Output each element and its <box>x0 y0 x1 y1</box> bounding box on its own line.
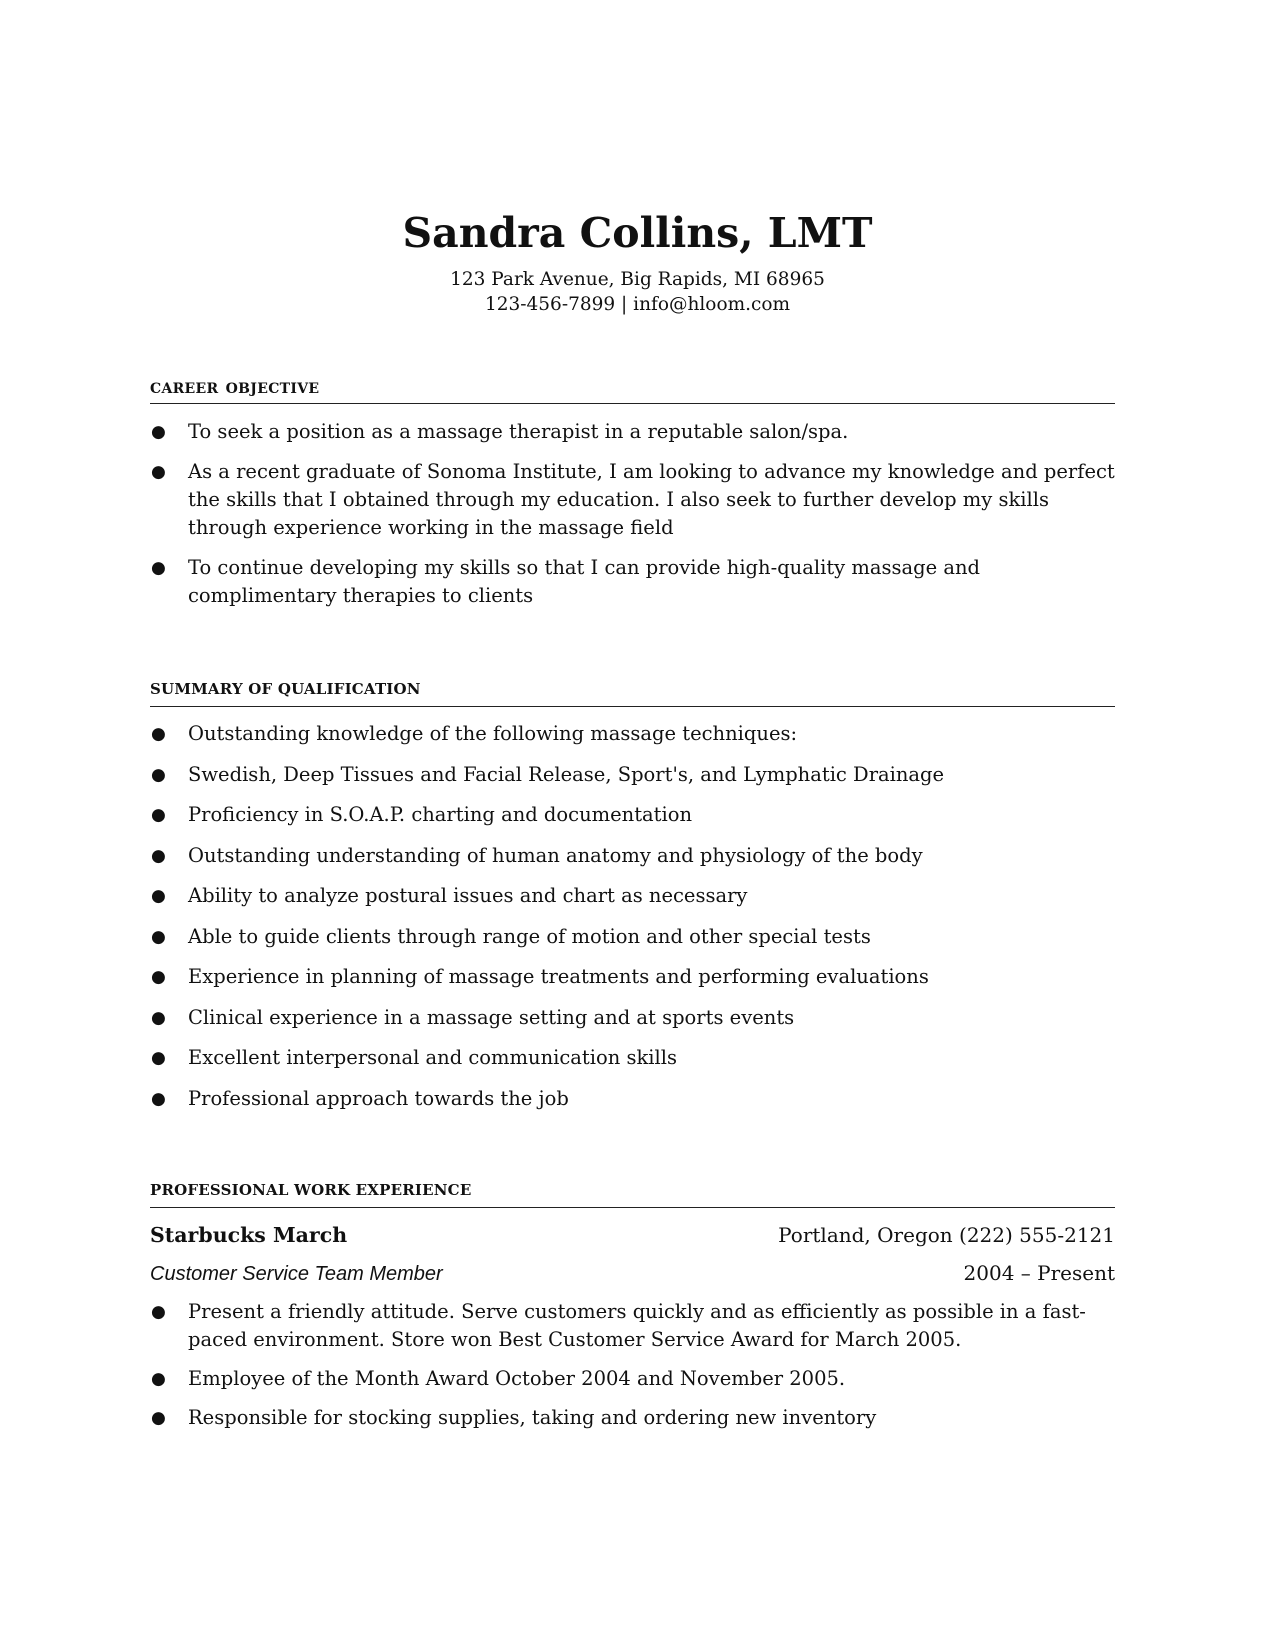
address: 123 Park Avenue, Big Rapids, MI 68965 <box>450 269 825 290</box>
bullet-icon: ● <box>151 1048 166 1068</box>
bullet-icon: ● <box>151 886 166 906</box>
bullet-icon: ● <box>151 1408 166 1428</box>
list-item <box>150 1085 1115 1113</box>
bullet-icon: ● <box>151 422 166 442</box>
list-item <box>150 882 1115 910</box>
list-item-text: Professional approach towards the job <box>188 1086 569 1110</box>
experience-list <box>150 1298 1115 1432</box>
list-item-text: Proficiency in S.O.A.P. charting and documentation <box>188 803 693 826</box>
job-dates: 2004 – Present <box>963 1261 1115 1285</box>
list-item-text: Clinical experience in a massage setting and at sports events <box>188 1005 795 1029</box>
section-title-work-experience: PROFESSIONAL WORK EXPERIENCE <box>150 1179 1115 1208</box>
list-item <box>150 1365 1115 1393</box>
job-title: Customer Service Team Member <box>150 1263 443 1285</box>
bullet-icon: ● <box>151 558 166 578</box>
list-item <box>150 1298 1115 1354</box>
phone-email: 123-456-7899 | info@hloom.com <box>484 294 791 315</box>
list-item <box>150 923 1115 951</box>
list-item <box>150 842 1115 870</box>
bullet-icon: ● <box>151 926 166 947</box>
bullet-icon: ● <box>151 724 166 744</box>
list-item-text: Able to guide clients through range of motion and other special tests <box>188 924 871 948</box>
bullet-icon: ● <box>151 1369 166 1389</box>
qualifications-section <box>150 678 1115 1125</box>
bullet-icon: ● <box>151 1088 166 1109</box>
list-item-text: Employee of the Month Award October 2004 and November 2005. <box>188 1367 846 1390</box>
employer-location: Portland, Oregon (222) 555-2121 <box>778 1223 1115 1247</box>
list-item <box>150 1044 1115 1072</box>
resume-header <box>0 208 1275 317</box>
list-item-text: To seek a position as a massage therapist in a reputable salon/spa. <box>188 420 849 443</box>
section-title-qualifications: SUMMARY OF QUALIFICATION <box>150 678 1115 707</box>
career-objective-section <box>150 375 1115 622</box>
list-item-text: Ability to analyze postural issues and chart as necessary <box>188 884 748 907</box>
list-item-text: Present a friendly attitude. Serve customers quickly and as efficiently as possible in a fast-paced environment. Store won Best Customer Service Award for March 2005. <box>188 1300 1086 1351</box>
list-item <box>150 801 1115 829</box>
list-item-text: As a recent graduate of Sonoma Institute, I am looking to advance my knowledge and perfect the skills that I obtained through my education. I also seek to further develop my skills through experience working in the massage field <box>188 460 1115 539</box>
list-item <box>150 761 1115 789</box>
section-title-career-objective: career objective <box>150 375 1115 404</box>
list-item <box>150 1004 1115 1032</box>
list-item-text: Swedish, Deep Tissues and Facial Release, Sport's, and Lymphatic Drainage <box>188 762 945 786</box>
list-item-text: Excellent interpersonal and communication skills <box>188 1046 678 1069</box>
list-item-text: Experience in planning of massage treatments and performing evaluations <box>188 965 929 988</box>
list-item <box>150 554 1115 610</box>
bullet-icon: ● <box>151 462 166 482</box>
list-item <box>150 458 1115 542</box>
candidate-name: Sandra Collins, LMT <box>402 209 873 257</box>
bullet-icon: ● <box>151 764 166 785</box>
bullet-icon: ● <box>151 967 166 987</box>
bullet-icon: ● <box>151 1302 166 1322</box>
list-item <box>150 963 1115 991</box>
employer-name: Starbucks March <box>150 1223 348 1247</box>
job-header-row <box>150 1221 1115 1249</box>
list-item-text: Outstanding understanding of human anatomy and physiology of the body <box>188 843 923 867</box>
list-item-text: To continue developing my skills so that I can provide high-quality massage and complimentary therapies to clients <box>188 556 981 607</box>
list-item-text: Responsible for stocking supplies, taking and ordering new inventory <box>188 1406 877 1429</box>
bullet-icon: ● <box>151 805 166 825</box>
list-item <box>150 418 1115 446</box>
job-title-row <box>150 1259 1115 1288</box>
bullet-icon: ● <box>151 1007 166 1028</box>
list-item-text: Outstanding knowledge of the following massage techniques: <box>188 722 798 745</box>
qualifications-list <box>150 720 1115 1113</box>
list-item <box>150 720 1115 748</box>
list-item <box>150 1404 1115 1432</box>
work-experience-section <box>150 1179 1115 1443</box>
bullet-icon: ● <box>151 845 166 866</box>
objective-list <box>150 418 1115 610</box>
